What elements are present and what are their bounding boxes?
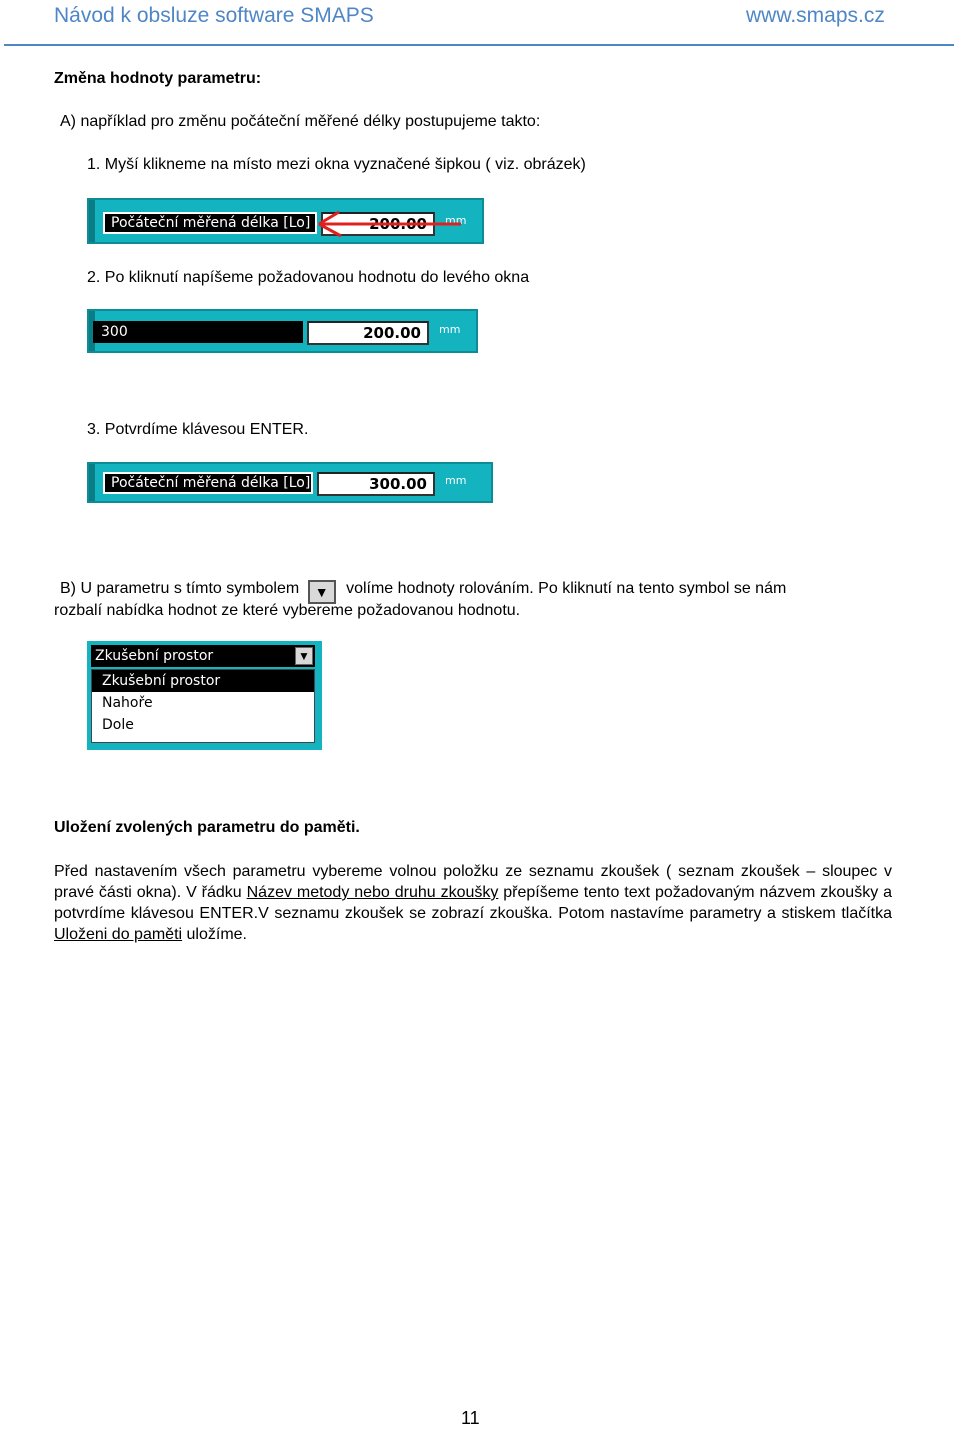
panel-left-bar <box>89 200 95 242</box>
dropdown-option: Nahoře <box>102 695 153 711</box>
panel-left-bar <box>89 464 95 501</box>
save-paragraph-part-3: uložíme. <box>182 926 247 943</box>
header-website: www.smaps.cz <box>746 4 885 27</box>
unit-label: mm <box>445 474 467 487</box>
dropdown-screenshot <box>87 641 322 750</box>
parameter-value: 300.00 <box>317 472 435 496</box>
save-paragraph-part-2: přepíšeme tento text požadovaným názvem zkoušky a potvrdíme klávesou ENTER.V seznamu zkoušek se zobrazí zkouška. Potom nastavíme parametry a stiskem tlačítka <box>54 884 892 922</box>
dropdown-header <box>91 645 315 667</box>
method-name-link: Název metody nebo druhu zkoušky <box>246 884 499 901</box>
header-title: Návod k obsluze software SMAPS <box>54 4 374 27</box>
intro-text: A) například pro změnu počáteční měřené délky postupujeme takto: <box>60 113 541 130</box>
header-divider <box>4 44 954 46</box>
screenshot-step-3 <box>87 462 493 503</box>
section-title-save: Uložení zvolených parametru do paměti. <box>54 819 360 836</box>
section-title-change-value: Změna hodnoty parametru: <box>54 70 262 87</box>
input-field-left: 300 <box>93 321 303 343</box>
dropdown-selected-value: Zkušební prostor <box>95 648 214 664</box>
parameter-value: 200.00 <box>321 212 435 236</box>
step-1-text: 1. Myší klikneme na místo mezi okna vyznačené šipkou ( viz. obrázek) <box>87 156 586 173</box>
unit-label: mm <box>445 214 467 227</box>
parameter-value: 200.00 <box>307 321 429 345</box>
parameter-label: Počáteční měřená délka [Lo] <box>103 212 317 234</box>
parameter-label: Počáteční měřená délka [Lo] <box>103 472 313 494</box>
dropdown-symbol-icon: ▼ <box>308 580 336 604</box>
unit-label: mm <box>439 323 461 336</box>
section-b-text-after: volíme hodnoty rolováním. Po kliknutí na tento symbol se nám <box>346 580 787 597</box>
dropdown-option: Dole <box>102 717 134 733</box>
section-b-line-2: rozbalí nabídka hodnot ze které vybereme požadovanou hodnotu. <box>54 602 521 619</box>
save-paragraph <box>54 861 892 945</box>
step-2-text: 2. Po kliknutí napíšeme požadovanou hodnotu do levého okna <box>87 269 530 286</box>
screenshot-step-1 <box>87 198 484 244</box>
screenshot-step-2 <box>87 309 478 353</box>
section-b-text-before: B) U parametru s tímto symbolem <box>60 580 300 597</box>
dropdown-arrow-icon: ▼ <box>295 647 313 665</box>
page-number: 11 <box>461 1408 480 1428</box>
dropdown-option: Zkušební prostor <box>92 670 314 692</box>
save-to-memory-link: Uloženi do paměti <box>54 926 183 943</box>
dropdown-list <box>91 669 315 743</box>
red-arrow-icon <box>311 206 471 242</box>
step-3-text: 3. Potvrdíme klávesou ENTER. <box>87 421 309 438</box>
save-paragraph-part-1: Před nastavením všech parametru vybereme volnou položku ze seznamu zkoušek ( seznam zkoušek – sloupec v pravé části okna). V řádku <box>54 863 892 901</box>
